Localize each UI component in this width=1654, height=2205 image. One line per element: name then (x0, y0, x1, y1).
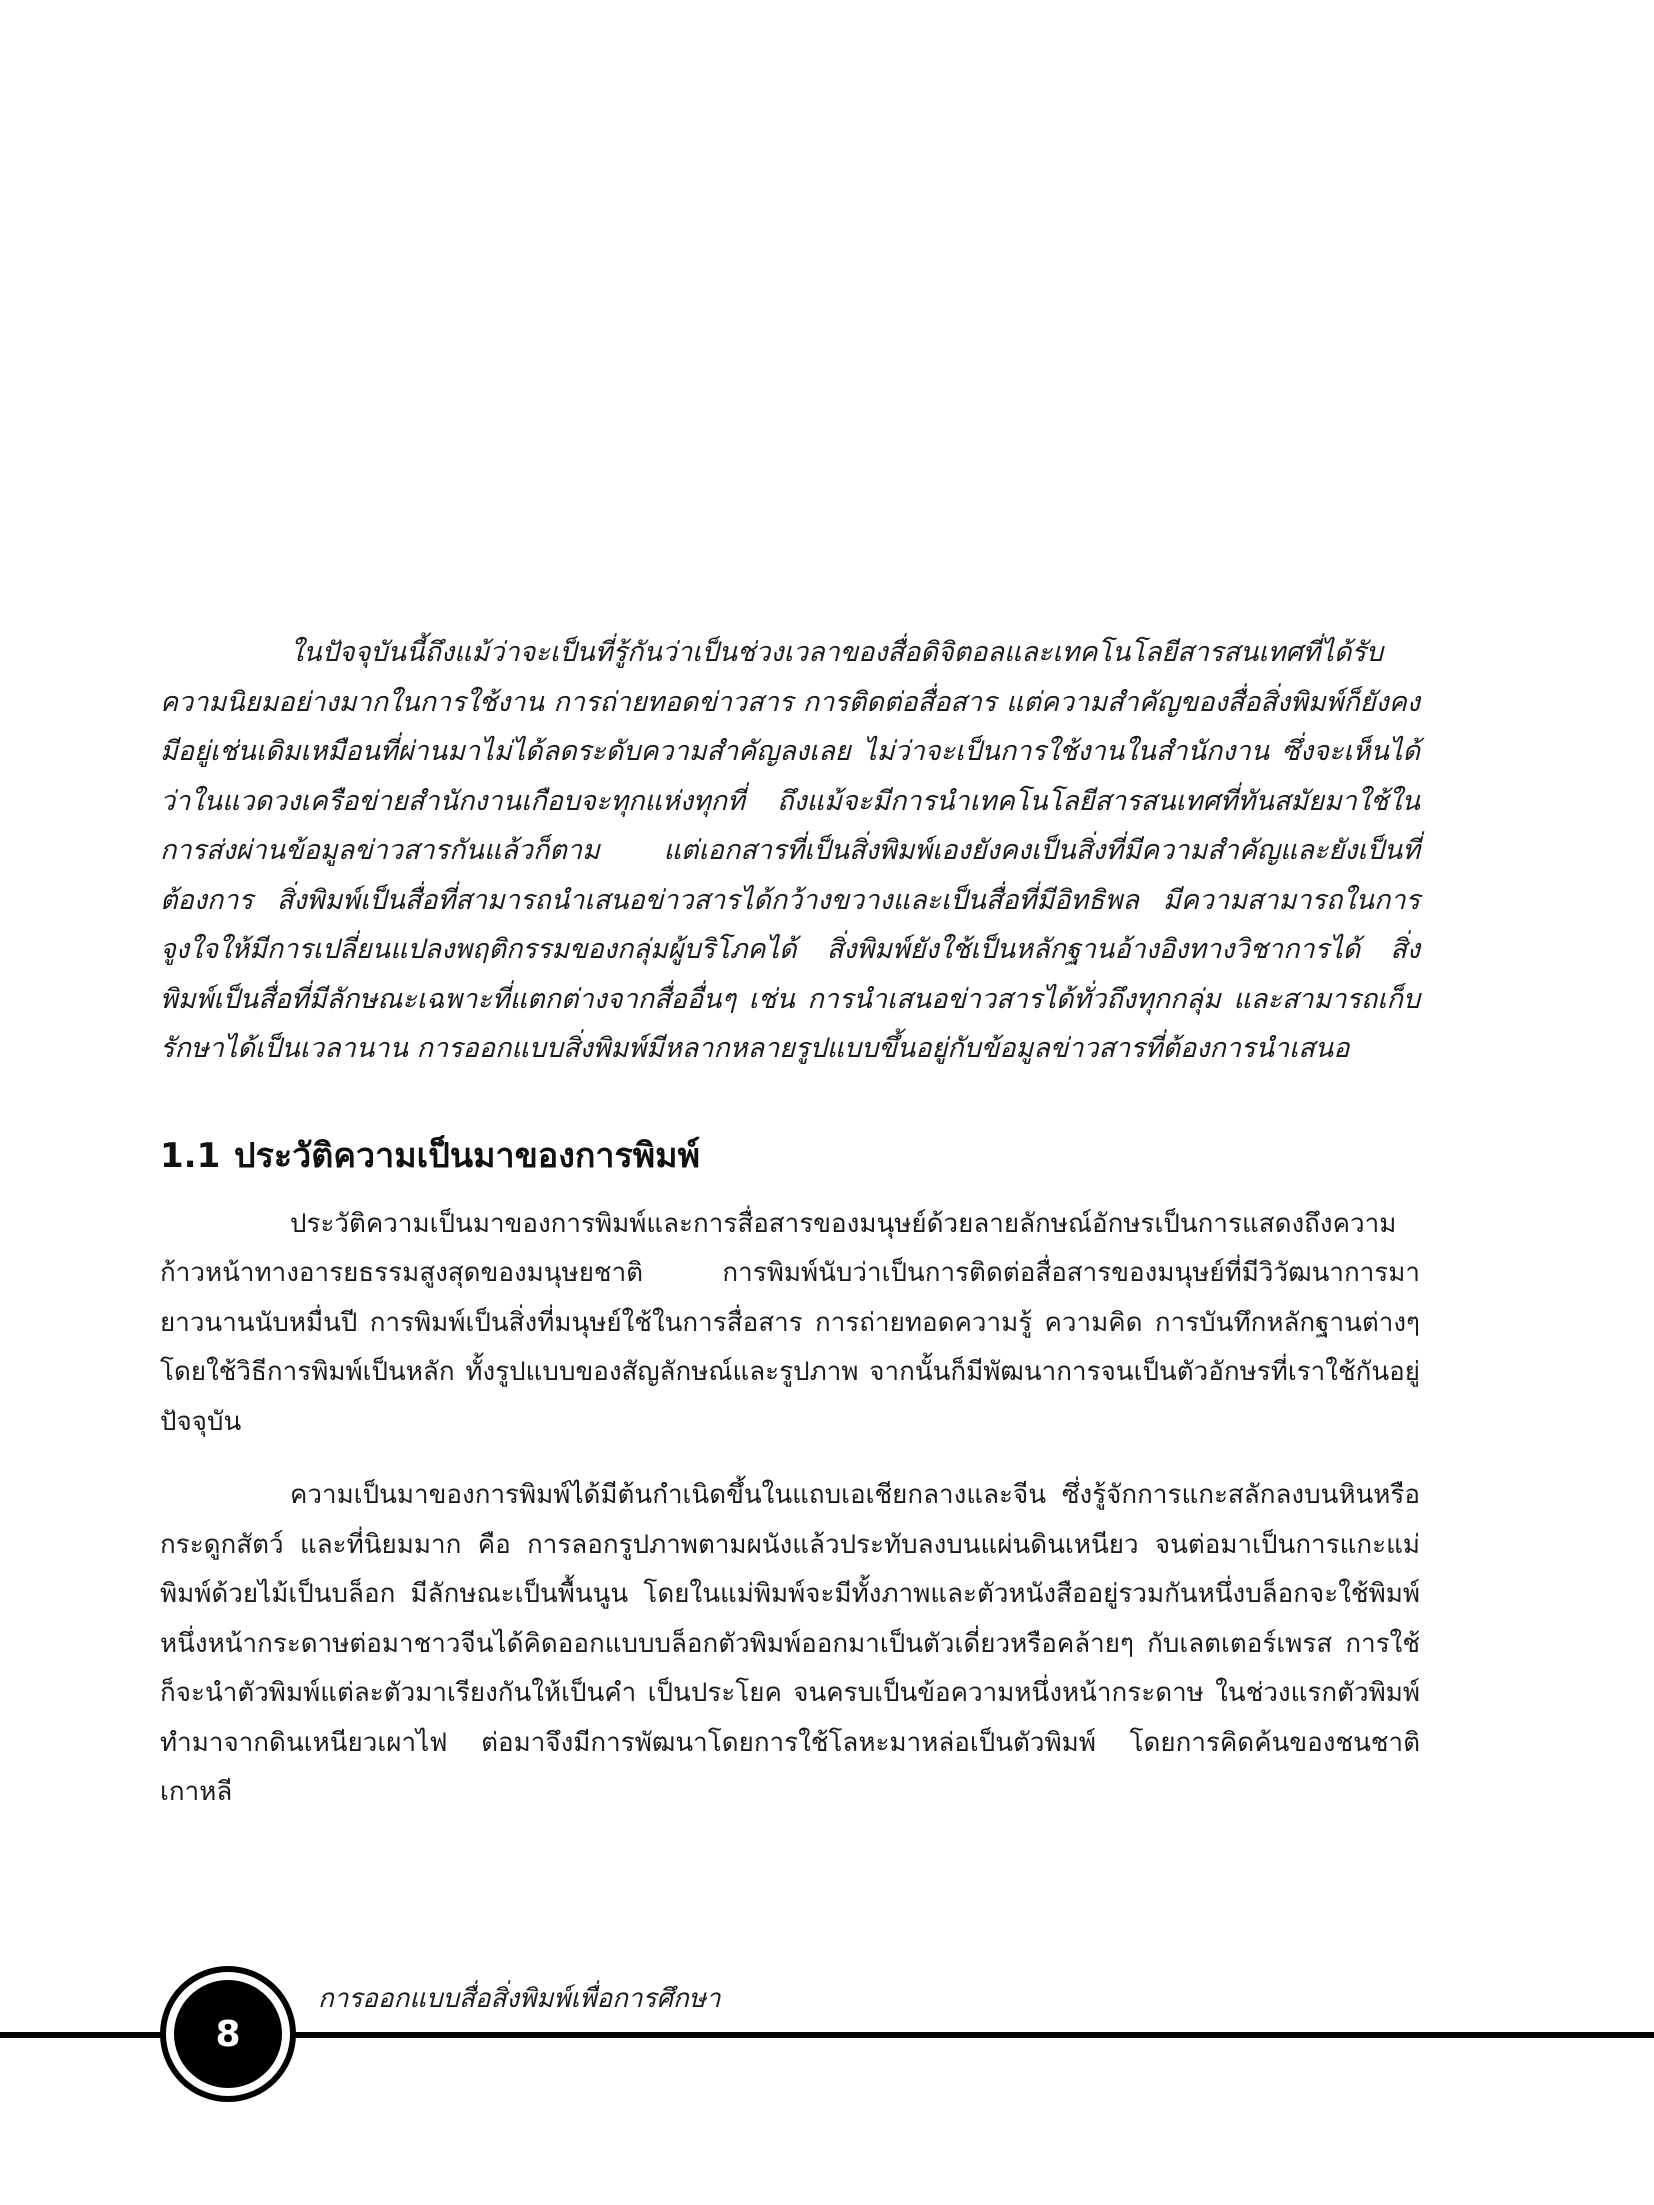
section-title: ประวัติความเป็นมาของการพิมพ์ (234, 1135, 701, 1176)
section-number: 1.1 (160, 1135, 221, 1176)
body-paragraph-2: ความเป็นมาของการพิมพ์ได้มีต้นกำเนิดขึ้นในแถบเอเชียกลางและจีน ซึ่งรู้จักการแกะสลักลงบนหินหรือกระดูกสัตว์ และที่นิยมมาก คือ การลอกรูปภาพตามผนังแล้วประทับลงบนแผ่นดินเหนียว จนต่อมาเป็นการแกะแม่พิมพ์ด้วยไม้เป็นบล็อก มีลักษณะเป็นพื้นนูน โดยในแม่พิมพ์จะมีทั้งภาพและตัวหนังสืออยู่รวมกันหนึ่งบล็อกจะใช้พิมพ์หนึ่งหน้ากระดาษต่อมาชาวจีนได้คิดออกแบบบล็อกตัวพิมพ์ออกมาเป็นตัวเดี่ยวหรือคล้ายๆ กับเลตเตอร์เพรส การใช้ก็จะนำตัวพิมพ์แต่ละตัวมาเรียงกันให้เป็นคำ เป็นประโยค จนครบเป็นข้อความหนึ่งหน้ากระดาษ ในช่วงแรกตัวพิมพ์ทำมาจากดินเหนียวเผาไฟ ต่อมาจึงมีการพัฒนาโดยการใช้โลหะมาหล่อเป็นตัวพิมพ์ โดยการคิดค้นของชนชาติเกาหลี (160, 1480, 1420, 1807)
body-paragraph-1: ประวัติความเป็นมาของการพิมพ์และการสื่อสารของมนุษย์ด้วยลายลักษณ์อักษรเป็นการแสดงถึงความก้าวหน้าทางอารยธรรมสูงสุดของมนุษยชาติ การพิมพ์นับว่าเป็นการติดต่อสื่อสารของมนุษย์ที่มีวิวัฒนาการมายาวนานนับหมื่นปี การพิมพ์เป็นสิ่งที่มนุษย์ใช้ในการสื่อสาร การถ่ายทอดความรู้ ความคิด การบันทึกหลักฐานต่างๆ โดยใช้วิธีการพิมพ์เป็นหลัก ทั้งรูปแบบของสัญลักษณ์และรูปภาพ จากนั้นก็มีพัฒนาการจนเป็นตัวอักษรที่เราใช้กันอยู่ปัจจุบัน (160, 1208, 1420, 1437)
intro-paragraph: ในปัจจุบันนี้ถึงแม้ว่าจะเป็นที่รู้กันว่าเป็นช่วงเวลาของสื่อดิจิตอลและเทคโนโลยีสารสนเทศที่ได้รับความนิยมอย่างมากในการใช้งาน การถ่ายทอดข่าวสาร การติดต่อสื่อสาร แต่ความสำคัญของสื่อสิ่งพิมพ์ก็ยังคงมีอยู่เช่นเดิมเหมือนที่ผ่านมาไม่ได้ลดระดับความสำคัญลงเลย ไม่ว่าจะเป็นการใช้งานในสำนักงาน ซึ่งจะเห็นได้ว่าในแวดวงเครือข่ายสำนักงานเกือบจะทุกแห่งทุกที่ ถึงแม้จะมีการนำเทคโนโลยีสารสนเทศที่ทันสมัยมาใช้ในการส่งผ่านข้อมูลข่าวสารกันแล้วก็ตาม แต่เอกสารที่เป็นสิ่งพิมพ์เองยังคงเป็นสิ่งที่มีความสำคัญและยังเป็นที่ต้องการ สิ่งพิมพ์เป็นสื่อที่สามารถนำเสนอข่าวสารได้กว้างขวางและเป็นสื่อที่มีอิทธิพล มีความสามารถในการจูงใจให้มีการเปลี่ยนแปลงพฤติกรรมของกลุ่มผู้บริโภคได้ สิ่งพิมพ์ยังใช้เป็นหลักฐานอ้างอิงทางวิชาการได้ สิ่งพิมพ์เป็นสื่อที่มีลักษณะเฉพาะที่แตกต่างจากสื่ออื่นๆ เช่น การนำเสนอข่าวสารได้ทั่วถึงทุกกลุ่ม และสามารถเก็บรักษาได้เป็นเวลานาน การออกแบบสิ่งพิมพ์มีหลากหลายรูปแบบขึ้นอยู่กับข้อมูลข่าวสารที่ต้องการนำเสนอ (160, 637, 1420, 1064)
page-number: 8 (215, 2013, 241, 2055)
footer-book-title: การออกแบบสื่อสิ่งพิมพ์เพื่อการศึกษา (318, 1984, 721, 2014)
page-content (160, 628, 1420, 1818)
section-heading (160, 1134, 1420, 1178)
page-number-badge (174, 1980, 282, 2088)
